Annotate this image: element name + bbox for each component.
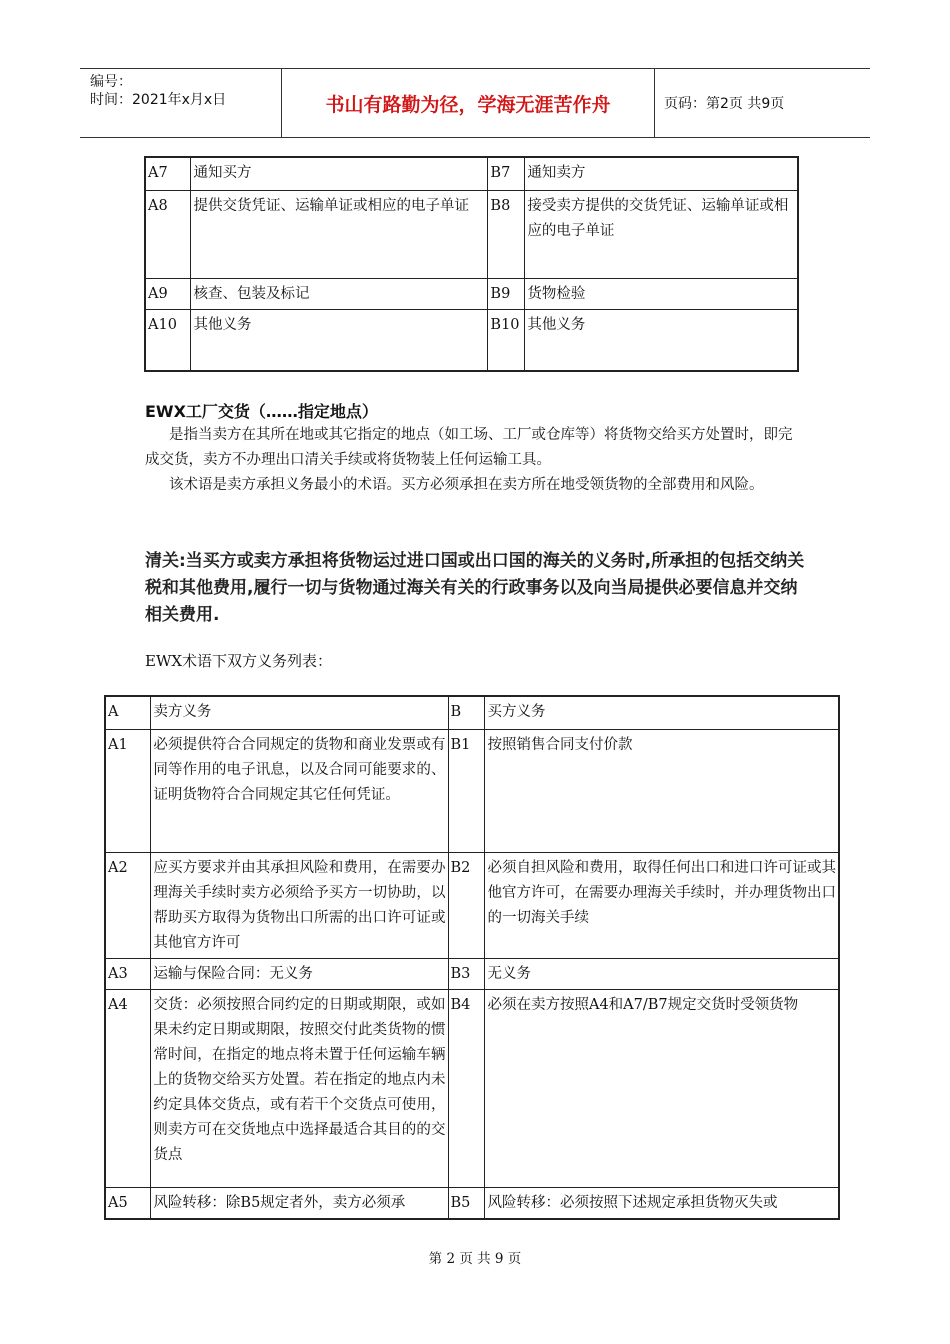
- table-cell: A7: [145, 157, 191, 190]
- clearance-paragraph: 清关:当买方或卖方承担将货物运过进口国或出口国的海关的义务时,所承担的包括交纳关税和其他费用,履行一切与货物通过海关有关的行政事务以及向当局提供必要信息并交纳相关费用.: [145, 551, 805, 625]
- header-motto: 书山有路勤为径，学海无涯苦作舟: [282, 69, 655, 137]
- table-cell: A2: [105, 852, 151, 958]
- table-cell: 通知卖方: [525, 157, 798, 190]
- table-row: [145, 157, 798, 190]
- table-cell: 通知买方: [191, 157, 488, 190]
- table-cell: 货物检验: [525, 278, 798, 309]
- page-header: [80, 68, 870, 138]
- header-info-cell: [80, 69, 282, 137]
- table-cell: B5: [448, 1187, 485, 1219]
- table-cell: 风险转移：除B5规定者外，卖方必须承: [151, 1187, 448, 1219]
- table-header-cell: A: [105, 696, 151, 729]
- table-cell: 按照销售合同支付价款: [485, 729, 839, 852]
- table-row: [105, 1187, 839, 1219]
- table-cell: 必须自担风险和费用，取得任何出口和进口许可证或其他官方许可，在需要办理海关手续时，并办理货物出口的一切海关手续: [485, 852, 839, 958]
- table-cell: 运输与保险合同：无义务: [151, 958, 448, 989]
- table-row: [105, 989, 839, 1187]
- table-cell: A10: [145, 309, 191, 371]
- table-cell: 提供交货凭证、运输单证或相应的电子单证: [191, 190, 488, 278]
- table-header-cell: B: [448, 696, 485, 729]
- header-number-label: 编号：: [90, 74, 132, 90]
- table-cell: 风险转移：必须按照下述规定承担货物灭失或: [485, 1187, 839, 1219]
- table-header-cell: 买方义务: [485, 696, 839, 729]
- table-cell: A5: [105, 1187, 151, 1219]
- table-header-row: [105, 696, 839, 729]
- table-row: [105, 958, 839, 989]
- table-row: [145, 278, 798, 309]
- header-time-label: 时间：2021年x月x日: [90, 92, 227, 108]
- table-cell: B4: [448, 989, 485, 1187]
- table-row: [145, 190, 798, 278]
- list-title: EWX术语下双方义务列表：: [145, 652, 333, 670]
- table-cell: 接受卖方提供的交货凭证、运输单证或相应的电子单证: [525, 190, 798, 278]
- table-cell: 其他义务: [191, 309, 488, 371]
- table-cell: A1: [105, 729, 151, 852]
- obligation-table-ewx: [104, 695, 840, 1220]
- table-cell: 必须在卖方按照A4和A7/B7规定交货时受领货物: [485, 989, 839, 1187]
- table-cell: A3: [105, 958, 151, 989]
- obligation-table-top: [144, 156, 799, 372]
- table-cell: 应买方要求并由其承担风险和费用，在需要办理海关手续时卖方必须给予买方一切协助，以帮助买方取得为货物出口所需的出口许可证或其他官方许可: [151, 852, 448, 958]
- definition-paragraph: 是指当卖方在其所在地或其它指定的地点（如工场、工厂或仓库等）将货物交给买方处置时，即完成交货，卖方不办理出口清关手续或将货物装上任何运输工具。: [145, 427, 793, 468]
- table-row: [105, 852, 839, 958]
- table-cell: B3: [448, 958, 485, 989]
- table-row: [105, 729, 839, 852]
- table-cell: B1: [448, 729, 485, 852]
- page-footer: 第 2 页 共 9 页: [428, 1251, 522, 1267]
- summary-paragraph: 该术语是卖方承担义务最小的术语。买方必须承担在卖方所在地受领货物的全部费用和风险。: [169, 477, 764, 493]
- table-cell: A8: [145, 190, 191, 278]
- section-heading: EWX工厂交货（……指定地点）: [145, 402, 378, 421]
- table-cell: 无义务: [485, 958, 839, 989]
- table-cell: B8: [488, 190, 525, 278]
- table-header-cell: 卖方义务: [151, 696, 448, 729]
- table-cell: 核查、包装及标记: [191, 278, 488, 309]
- table-cell: B7: [488, 157, 525, 190]
- table-cell: A4: [105, 989, 151, 1187]
- table-cell: B9: [488, 278, 525, 309]
- table-cell: A9: [145, 278, 191, 309]
- table-cell: 交货：必须按照合同约定的日期或期限，或如果未约定日期或期限，按照交付此类货物的惯常时间，在指定的地点将未置于任何运输车辆上的货物交给买方处置。若在指定的地点内未约定具体交货点，或有若干个交货点可使用，则卖方可在交货地点中选择最适合其目的的交货点: [151, 989, 448, 1187]
- table-cell: 必须提供符合合同规定的货物和商业发票或有同等作用的电子讯息，以及合同可能要求的、证明货物符合合同规定其它任何凭证。: [151, 729, 448, 852]
- table-cell: B2: [448, 852, 485, 958]
- header-page-label: 页码：第2页 共9页: [664, 96, 785, 112]
- table-cell: B10: [488, 309, 525, 371]
- table-cell: 其他义务: [525, 309, 798, 371]
- table-row: [145, 309, 798, 371]
